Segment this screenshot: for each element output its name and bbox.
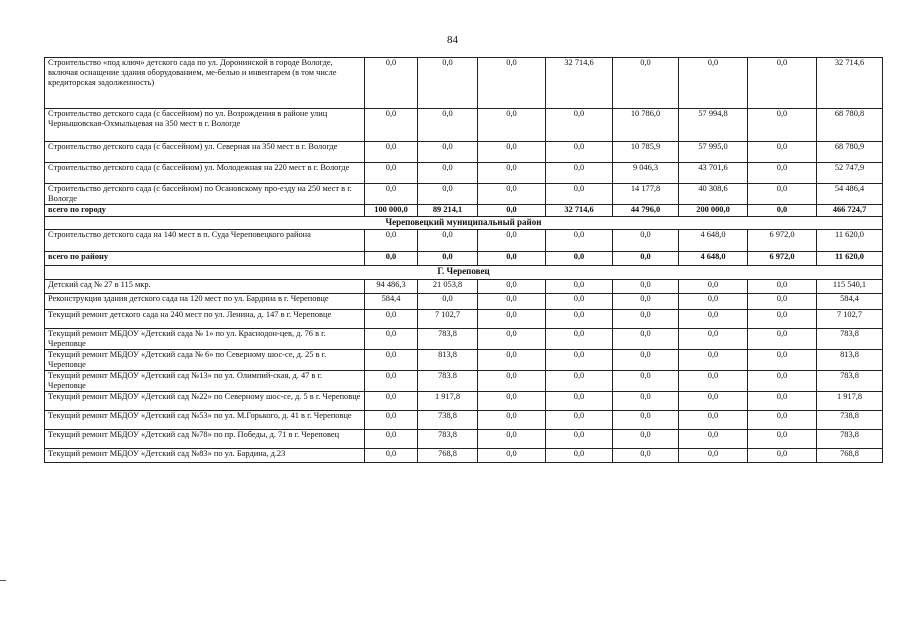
value-cell: 0,0 — [478, 163, 546, 184]
value-cell: 1 917,8 — [817, 392, 883, 411]
value-cell: 0,0 — [546, 392, 613, 411]
table-row — [45, 163, 883, 184]
row-name: Текущий ремонт МБДОУ «Детский сада № 6» по Северному шос-се, д. 25 в г. Череповце — [45, 350, 365, 371]
value-cell: 0,0 — [365, 58, 418, 109]
value-cell: 68 780,9 — [817, 142, 883, 163]
table-row — [45, 392, 883, 411]
value-cell: 0,0 — [613, 329, 679, 350]
table-row — [45, 142, 883, 163]
value-cell: 0,0 — [478, 350, 546, 371]
value-cell: 0,0 — [546, 329, 613, 350]
value-cell: 11 620,0 — [817, 252, 883, 266]
value-cell: 783,8 — [817, 371, 883, 392]
row-name: Строительство детского сада на 140 мест в п. Суда Череповецкого района — [45, 230, 365, 252]
value-cell: 0,0 — [365, 109, 418, 142]
value-cell: 0,0 — [478, 230, 546, 252]
value-cell: 0,0 — [365, 163, 418, 184]
row-name: всего по району — [45, 252, 365, 266]
value-cell: 466 724,7 — [817, 205, 883, 217]
value-cell: 0,0 — [546, 230, 613, 252]
table-row — [45, 449, 883, 463]
value-cell: 0,0 — [613, 294, 679, 310]
table-row — [45, 294, 883, 310]
row-name: Строительство детского сада (с бассейном) по Осановскому про-езду на 250 мест в г. Вологде — [45, 184, 365, 205]
value-cell: 0,0 — [748, 392, 817, 411]
table-row — [45, 230, 883, 252]
value-cell: 0,0 — [546, 109, 613, 142]
value-cell: 0,0 — [365, 252, 418, 266]
value-cell: 0,0 — [613, 392, 679, 411]
value-cell: 0,0 — [748, 294, 817, 310]
row-name: Детский сад № 27 в 115 мкр. — [45, 280, 365, 294]
value-cell: 0,0 — [748, 163, 817, 184]
value-cell: 813,8 — [418, 350, 478, 371]
value-cell: 0,0 — [679, 58, 748, 109]
value-cell: 0,0 — [478, 58, 546, 109]
value-cell: 0,0 — [748, 411, 817, 430]
value-cell: 44 796,0 — [613, 205, 679, 217]
table-row — [45, 184, 883, 205]
row-name: Реконструкция здания детского сада на 120 мест по ул. Бардина в г. Череповце — [45, 294, 365, 310]
edge-mark — [0, 580, 6, 581]
value-cell: 0,0 — [418, 252, 478, 266]
value-cell: 584,4 — [817, 294, 883, 310]
value-cell: 0,0 — [365, 411, 418, 430]
value-cell: 0,0 — [365, 142, 418, 163]
value-cell: 813,8 — [817, 350, 883, 371]
value-cell: 0,0 — [748, 350, 817, 371]
value-cell: 32 714,6 — [546, 58, 613, 109]
table-row — [45, 109, 883, 142]
value-cell: 0,0 — [478, 184, 546, 205]
value-cell: 0,0 — [365, 371, 418, 392]
value-cell: 0,0 — [478, 252, 546, 266]
value-cell: 783,8 — [418, 329, 478, 350]
row-name: Текущий ремонт МБДОУ «Детский сад №13» по ул. Олимпий-ская, д. 47 в г. Череповце — [45, 371, 365, 392]
value-cell: 0,0 — [679, 329, 748, 350]
value-cell: 0,0 — [478, 280, 546, 294]
row-name: Текущий ремонт МБДОУ «Детский сад №78» по пр. Победы, д. 71 в г. Череповец — [45, 430, 365, 449]
value-cell: 0,0 — [546, 350, 613, 371]
value-cell: 0,0 — [418, 142, 478, 163]
value-cell: 0,0 — [613, 58, 679, 109]
value-cell: 0,0 — [478, 109, 546, 142]
value-cell: 89 214,1 — [418, 205, 478, 217]
value-cell: 0,0 — [679, 350, 748, 371]
value-cell: 32 714,6 — [817, 58, 883, 109]
value-cell: 0,0 — [478, 294, 546, 310]
value-cell: 0,0 — [748, 184, 817, 205]
value-cell: 0,0 — [613, 310, 679, 329]
value-cell: 0,0 — [546, 430, 613, 449]
section-row — [45, 217, 883, 230]
value-cell: 0,0 — [546, 411, 613, 430]
value-cell: 10 786,0 — [613, 109, 679, 142]
value-cell: 0,0 — [478, 205, 546, 217]
value-cell: 0,0 — [478, 310, 546, 329]
value-cell: 0,0 — [365, 430, 418, 449]
value-cell: 0,0 — [546, 449, 613, 463]
value-cell: 738,8 — [817, 411, 883, 430]
value-cell: 0,0 — [613, 350, 679, 371]
value-cell: 0,0 — [748, 329, 817, 350]
section-title: Череповецкий муниципальный район — [45, 217, 883, 230]
value-cell: 0,0 — [546, 294, 613, 310]
value-cell: 0,0 — [418, 294, 478, 310]
value-cell: 52 747,9 — [817, 163, 883, 184]
value-cell: 43 701,6 — [679, 163, 748, 184]
value-cell: 0,0 — [613, 430, 679, 449]
value-cell: 0,0 — [546, 163, 613, 184]
value-cell: 0,0 — [418, 230, 478, 252]
value-cell: 11 620,0 — [817, 230, 883, 252]
value-cell: 0,0 — [748, 109, 817, 142]
value-cell: 0,0 — [478, 449, 546, 463]
row-name: Строительство детского сада (с бассейном) по ул. Возрождения в районе улиц Чернышовская-Охмыльцевая на 350 мест в г. Вологде — [45, 109, 365, 142]
value-cell: 6 972,0 — [748, 252, 817, 266]
value-cell: 0,0 — [748, 310, 817, 329]
row-name: Текущий ремонт МБДОУ «Детский сад №83» по ул. Бардина, д.23 — [45, 449, 365, 463]
value-cell: 0,0 — [613, 449, 679, 463]
value-cell: 0,0 — [679, 294, 748, 310]
row-name: всего по городу — [45, 205, 365, 217]
value-cell: 0,0 — [679, 449, 748, 463]
value-cell: 0,0 — [418, 109, 478, 142]
value-cell: 0,0 — [748, 205, 817, 217]
value-cell: 584,4 — [365, 294, 418, 310]
value-cell: 9 046,3 — [613, 163, 679, 184]
total-row — [45, 205, 883, 217]
value-cell: 0,0 — [365, 350, 418, 371]
value-cell: 0,0 — [748, 371, 817, 392]
value-cell: 7 102,7 — [817, 310, 883, 329]
table-row — [45, 430, 883, 449]
value-cell: 6 972,0 — [748, 230, 817, 252]
table-row — [45, 411, 883, 430]
value-cell: 0,0 — [478, 411, 546, 430]
table-body — [45, 58, 883, 463]
value-cell: 783,8 — [817, 430, 883, 449]
value-cell: 0,0 — [478, 371, 546, 392]
row-name: Строительство детского сада (с бассейном) ул. Молодежная на 220 мест в г. Вологде — [45, 163, 365, 184]
table-row — [45, 371, 883, 392]
value-cell: 0,0 — [679, 411, 748, 430]
value-cell: 68 780,8 — [817, 109, 883, 142]
value-cell: 94 486,3 — [365, 280, 418, 294]
value-cell: 0,0 — [546, 371, 613, 392]
value-cell: 783,8 — [817, 329, 883, 350]
value-cell: 738,8 — [418, 411, 478, 430]
value-cell: 0,0 — [613, 252, 679, 266]
value-cell: 0,0 — [365, 310, 418, 329]
table-row — [45, 280, 883, 294]
value-cell: 57 995,0 — [679, 142, 748, 163]
value-cell: 0,0 — [679, 280, 748, 294]
value-cell: 0,0 — [613, 411, 679, 430]
value-cell: 0,0 — [679, 310, 748, 329]
row-name: Строительство «под ключ» детского сада по ул. Доронинской в городе Вологде, включая оснащение здания оборудованием, ме-белью и инвентарем (в том числе кредиторская задолженность) — [45, 58, 365, 109]
value-cell: 783,8 — [418, 430, 478, 449]
value-cell: 0,0 — [418, 184, 478, 205]
value-cell: 0,0 — [418, 58, 478, 109]
value-cell: 0,0 — [748, 280, 817, 294]
section-title: Г. Череповец — [45, 266, 883, 280]
total-row — [45, 252, 883, 266]
table-row — [45, 310, 883, 329]
row-name: Текущий ремонт детского сада на 240 мест по ул. Ленина, д. 147 в г. Череповце — [45, 310, 365, 329]
value-cell: 783.8 — [418, 371, 478, 392]
value-cell: 0,0 — [748, 430, 817, 449]
value-cell: 0,0 — [613, 230, 679, 252]
value-cell: 200 000,0 — [679, 205, 748, 217]
value-cell: 0,0 — [748, 142, 817, 163]
value-cell: 0,0 — [478, 329, 546, 350]
value-cell: 0,0 — [546, 252, 613, 266]
value-cell: 0,0 — [748, 449, 817, 463]
value-cell: 0,0 — [365, 449, 418, 463]
value-cell: 115 540,1 — [817, 280, 883, 294]
value-cell: 0,0 — [613, 280, 679, 294]
value-cell: 40 308,6 — [679, 184, 748, 205]
row-name: Текущий ремонт МБДОУ «Детский сад №22» по Северному шос-се, д. 5 в г. Череповце — [45, 392, 365, 411]
value-cell: 0,0 — [546, 310, 613, 329]
value-cell: 4 648,0 — [679, 252, 748, 266]
row-name: Текущий ремонт МБДОУ «Детский сад №53» по ул. М.Горького, д. 41 в г. Череповце — [45, 411, 365, 430]
value-cell: 0,0 — [365, 230, 418, 252]
value-cell: 57 994,8 — [679, 109, 748, 142]
value-cell: 0,0 — [546, 184, 613, 205]
value-cell: 14 177,8 — [613, 184, 679, 205]
row-name: Текущий ремонт МБДОУ «Детский сада № 1» по ул. Краснодон-цев, д. 76 в г. Череповце — [45, 329, 365, 350]
value-cell: 768,8 — [817, 449, 883, 463]
value-cell: 0,0 — [679, 430, 748, 449]
value-cell: 768,8 — [418, 449, 478, 463]
value-cell: 21 053,8 — [418, 280, 478, 294]
table-row — [45, 350, 883, 371]
value-cell: 0,0 — [365, 184, 418, 205]
value-cell: 100 000,0 — [365, 205, 418, 217]
value-cell: 0,0 — [748, 58, 817, 109]
value-cell: 0,0 — [679, 392, 748, 411]
budget-table — [44, 57, 883, 463]
value-cell: 7 102,7 — [418, 310, 478, 329]
table-row — [45, 58, 883, 109]
table-row — [45, 329, 883, 350]
section-row — [45, 266, 883, 280]
value-cell: 1 917,8 — [418, 392, 478, 411]
page-number: 84 — [447, 34, 458, 46]
value-cell: 10 785,9 — [613, 142, 679, 163]
value-cell: 0,0 — [418, 163, 478, 184]
value-cell: 0,0 — [478, 392, 546, 411]
value-cell: 4 648,0 — [679, 230, 748, 252]
value-cell: 54 486,4 — [817, 184, 883, 205]
value-cell: 0,0 — [478, 430, 546, 449]
value-cell: 0,0 — [613, 371, 679, 392]
value-cell: 0,0 — [365, 329, 418, 350]
value-cell: 0,0 — [478, 142, 546, 163]
value-cell: 0,0 — [679, 371, 748, 392]
value-cell: 0,0 — [546, 280, 613, 294]
value-cell: 32 714,6 — [546, 205, 613, 217]
row-name: Строительство детского сада (с бассейном) ул. Северная на 350 мест в г. Вологде — [45, 142, 365, 163]
value-cell: 0,0 — [365, 392, 418, 411]
value-cell: 0,0 — [546, 142, 613, 163]
